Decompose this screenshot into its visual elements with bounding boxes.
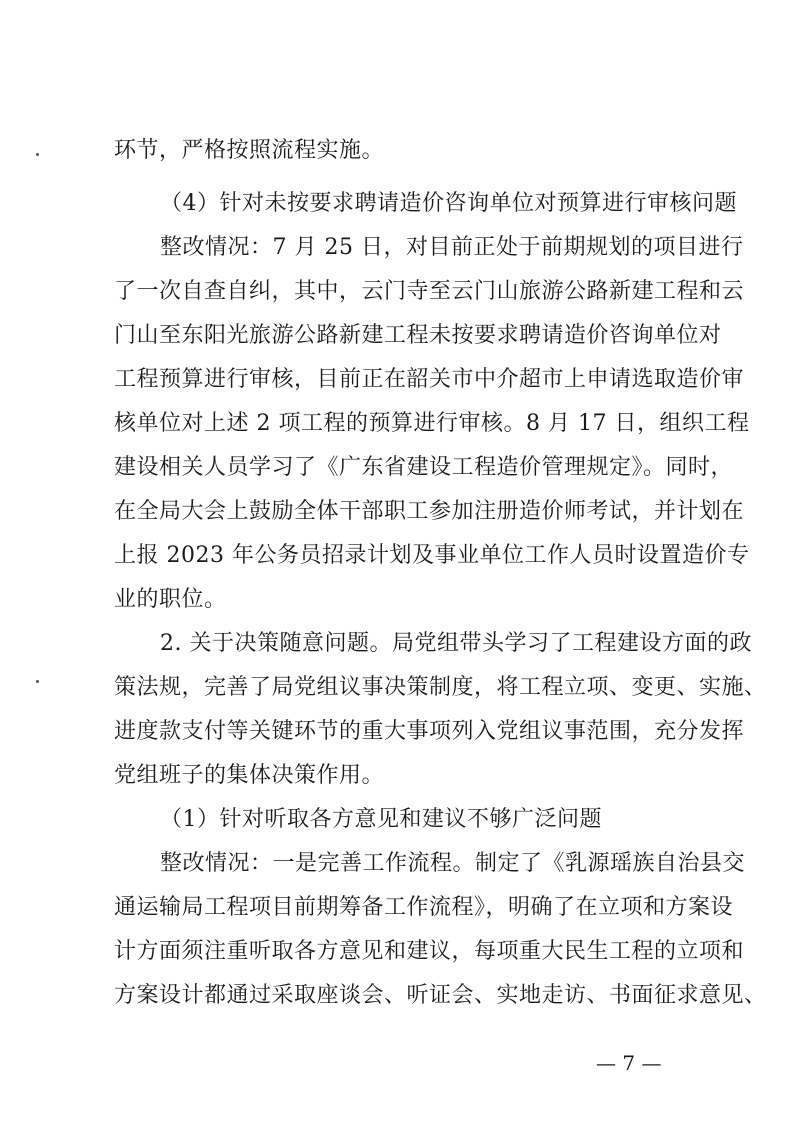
body-text-line: 环节，严格按照流程实施。 <box>114 138 385 163</box>
body-text-line: 通运输局工程项目前期筹备工作流程》，明确了在立项和方案设 <box>114 895 734 920</box>
body-text-line: 门山至东阳光旅游公路新建工程未按要求聘请造价咨询单位对 <box>114 323 722 348</box>
section-heading: （1）针对听取各方意见和建议不够广泛问题 <box>160 807 602 832</box>
body-text-line: 计方面须注重听取各方意见和建议，每项重大民生工程的立项和 <box>114 939 745 964</box>
body-text-line: 进度款支付等关键环节的重大事项列入党组议事范围，充分发挥 <box>114 719 745 744</box>
body-text-line: 策法规，完善了局党组议事决策制度，将工程立项、变更、实施、 <box>114 675 767 700</box>
section-heading: （4）针对未按要求聘请造价咨询单位对预算进行审核问题 <box>160 191 737 216</box>
section-heading: 2. 关于决策随意问题。局党组带头学习了工程建设方面的政 <box>160 631 752 656</box>
page-number: — 7 — <box>596 1051 662 1075</box>
body-text-line: 方案设计都通过采取座谈会、听证会、实地走访、书面征求意见、 <box>114 983 767 1008</box>
body-text-line: 在全局大会上鼓励全体干部职工参加注册造价师考试，并计划在 <box>114 499 745 524</box>
body-text-line: 党组班子的集体决策作用。 <box>114 763 385 788</box>
body-text-line: 了一次自查自纠，其中，云门寺至云门山旅游公路新建工程和云 <box>114 279 745 304</box>
body-text-line: 整改情况：7 月 25 日，对目前正处于前期规划的项目进行 <box>160 235 744 260</box>
body-text-line: 工程预算进行审核，目前正在韶关市中介超市上申请选取造价审 <box>114 367 745 392</box>
body-text-line: 建设相关人员学习了《广东省建设工程造价管理规定》。同时， <box>114 455 734 480</box>
body-text-line: 整改情况：一是完善工作流程。制定了《乳源瑶族自治县交 <box>160 851 746 876</box>
body-text-line: 业的职位。 <box>114 587 227 612</box>
body-text-line: 上报 2023 年公务员招录计划及事业单位工作人员时设置造价专 <box>114 543 750 568</box>
body-text-line: 核单位对上述 2 项工程的预算进行审核。8 月 17 日，组织工程 <box>114 411 750 436</box>
